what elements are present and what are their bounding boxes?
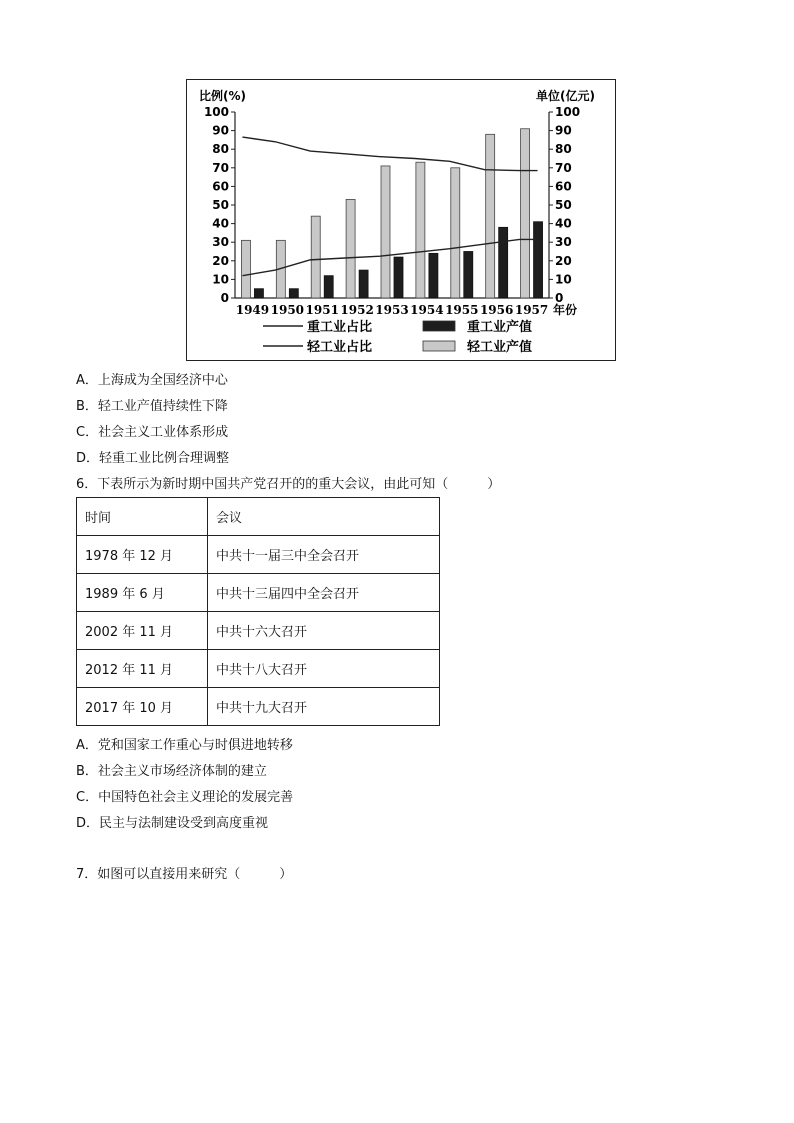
right-tick-label: 70 (555, 160, 572, 175)
left-tick-label: 90 (212, 123, 229, 138)
right-tick-label: 0 (555, 291, 564, 305)
x-tick-label: 1949 (235, 303, 270, 317)
q6-option-b[interactable]: B．社会主义市场经济体制的建立 (76, 764, 267, 779)
bar-heavy-output (534, 222, 543, 298)
left-tick-label: 30 (212, 235, 229, 250)
x-tick-label: 1956 (479, 303, 514, 317)
right-tick-label: 30 (555, 235, 572, 250)
right-tick-label: 20 (555, 253, 572, 268)
bar-heavy-output (359, 270, 368, 298)
chart-canvas (187, 80, 617, 362)
q6-option-a[interactable]: A．党和国家工作重心与时俱进地转移 (76, 738, 293, 753)
x-tick-label: 1954 (410, 303, 444, 317)
table-header-time: 时间 (77, 498, 208, 536)
x-axis-unit: 年份 (553, 303, 578, 317)
table-cell-meeting: 中共十六大召开 (208, 612, 440, 650)
q5-option-d[interactable]: D．轻重工业比例合理调整 (76, 451, 230, 466)
bar-heavy-output (289, 289, 298, 298)
legend-bar-swatch (423, 341, 455, 351)
legend-label: 轻工业占比 (307, 340, 373, 355)
legend-bar-swatch (423, 321, 455, 331)
x-tick-label: 1953 (375, 303, 409, 317)
legend-label: 重工业占比 (307, 320, 373, 335)
x-tick-label: 1950 (270, 303, 305, 317)
right-tick-label: 100 (555, 105, 581, 119)
table-row (77, 650, 440, 688)
bar-light-output (311, 216, 320, 298)
left-tick-label: 0 (220, 291, 229, 305)
right-tick-label: 60 (555, 179, 572, 194)
left-tick-label: 60 (212, 179, 229, 194)
table-header-row (77, 498, 440, 536)
bar-light-output (451, 168, 460, 298)
right-tick-label: 10 (555, 272, 572, 287)
legend-label: 轻工业产值 (467, 340, 533, 355)
x-tick-label: 1952 (340, 303, 374, 317)
left-tick-label: 80 (212, 142, 229, 157)
table-cell-time: 2002 年 11 月 (77, 612, 208, 650)
bar-light-output (416, 162, 425, 298)
bar-light-output (381, 166, 390, 298)
table-cell-meeting: 中共十九大召开 (208, 688, 440, 726)
q5-option-a[interactable]: A．上海成为全国经济中心 (76, 373, 228, 388)
table-cell-meeting: 中共十八大召开 (208, 650, 440, 688)
x-tick-label: 1955 (445, 303, 479, 317)
table-row (77, 612, 440, 650)
table-row (77, 536, 440, 574)
legend-label: 重工业产值 (467, 320, 533, 335)
q6-table (76, 497, 440, 726)
table-cell-time: 2017 年 10 月 (77, 688, 208, 726)
right-axis-label: 单位(亿元) (536, 89, 595, 103)
left-tick-label: 40 (212, 216, 229, 231)
right-tick-label: 80 (555, 142, 572, 157)
q5-option-c[interactable]: C．社会主义工业体系形成 (76, 425, 229, 440)
right-tick-label: 40 (555, 216, 572, 231)
left-tick-label: 10 (212, 272, 229, 287)
q6-option-c[interactable]: C．中国特色社会主义理论的发展完善 (76, 790, 294, 805)
left-tick-label: 50 (212, 198, 229, 212)
q7-stem: 7．如图可以直接用来研究（ ） (76, 867, 293, 882)
left-tick-label: 20 (212, 253, 229, 268)
bar-light-output (486, 134, 495, 298)
bar-heavy-output (499, 227, 508, 298)
table-cell-meeting: 中共十一届三中全会召开 (208, 536, 440, 574)
right-tick-label: 90 (555, 123, 572, 138)
bar-heavy-output (429, 253, 438, 298)
table-header-meeting: 会议 (208, 498, 440, 536)
bar-heavy-output (464, 252, 473, 299)
q6-stem: 6．下表所示为新时期中国共产党召开的的重大会议，由此可知（ ） (76, 477, 501, 492)
table-cell-time: 1989 年 6 月 (77, 574, 208, 612)
bar-light-output (241, 240, 250, 298)
x-tick-label: 1951 (305, 303, 339, 317)
x-tick-label: 1957 (514, 303, 549, 317)
bar-heavy-output (254, 289, 263, 298)
bar-heavy-output (324, 276, 333, 298)
bar-heavy-output (394, 257, 403, 298)
q6-option-d[interactable]: D．民主与法制建设受到高度重视 (76, 816, 269, 831)
left-tick-label: 100 (203, 105, 229, 119)
table-row (77, 688, 440, 726)
table-cell-time: 2012 年 11 月 (77, 650, 208, 688)
table-row (77, 574, 440, 612)
left-axis-label: 比例(%) (199, 89, 246, 103)
q5-option-b[interactable]: B．轻工业产值持续性下降 (76, 399, 228, 414)
table-cell-meeting: 中共十三届四中全会召开 (208, 574, 440, 612)
industry-chart (186, 79, 616, 361)
left-tick-label: 70 (212, 160, 229, 175)
bar-light-output (346, 199, 355, 298)
table-cell-time: 1978 年 12 月 (77, 536, 208, 574)
bar-light-output (521, 129, 530, 298)
right-tick-label: 50 (555, 198, 572, 212)
